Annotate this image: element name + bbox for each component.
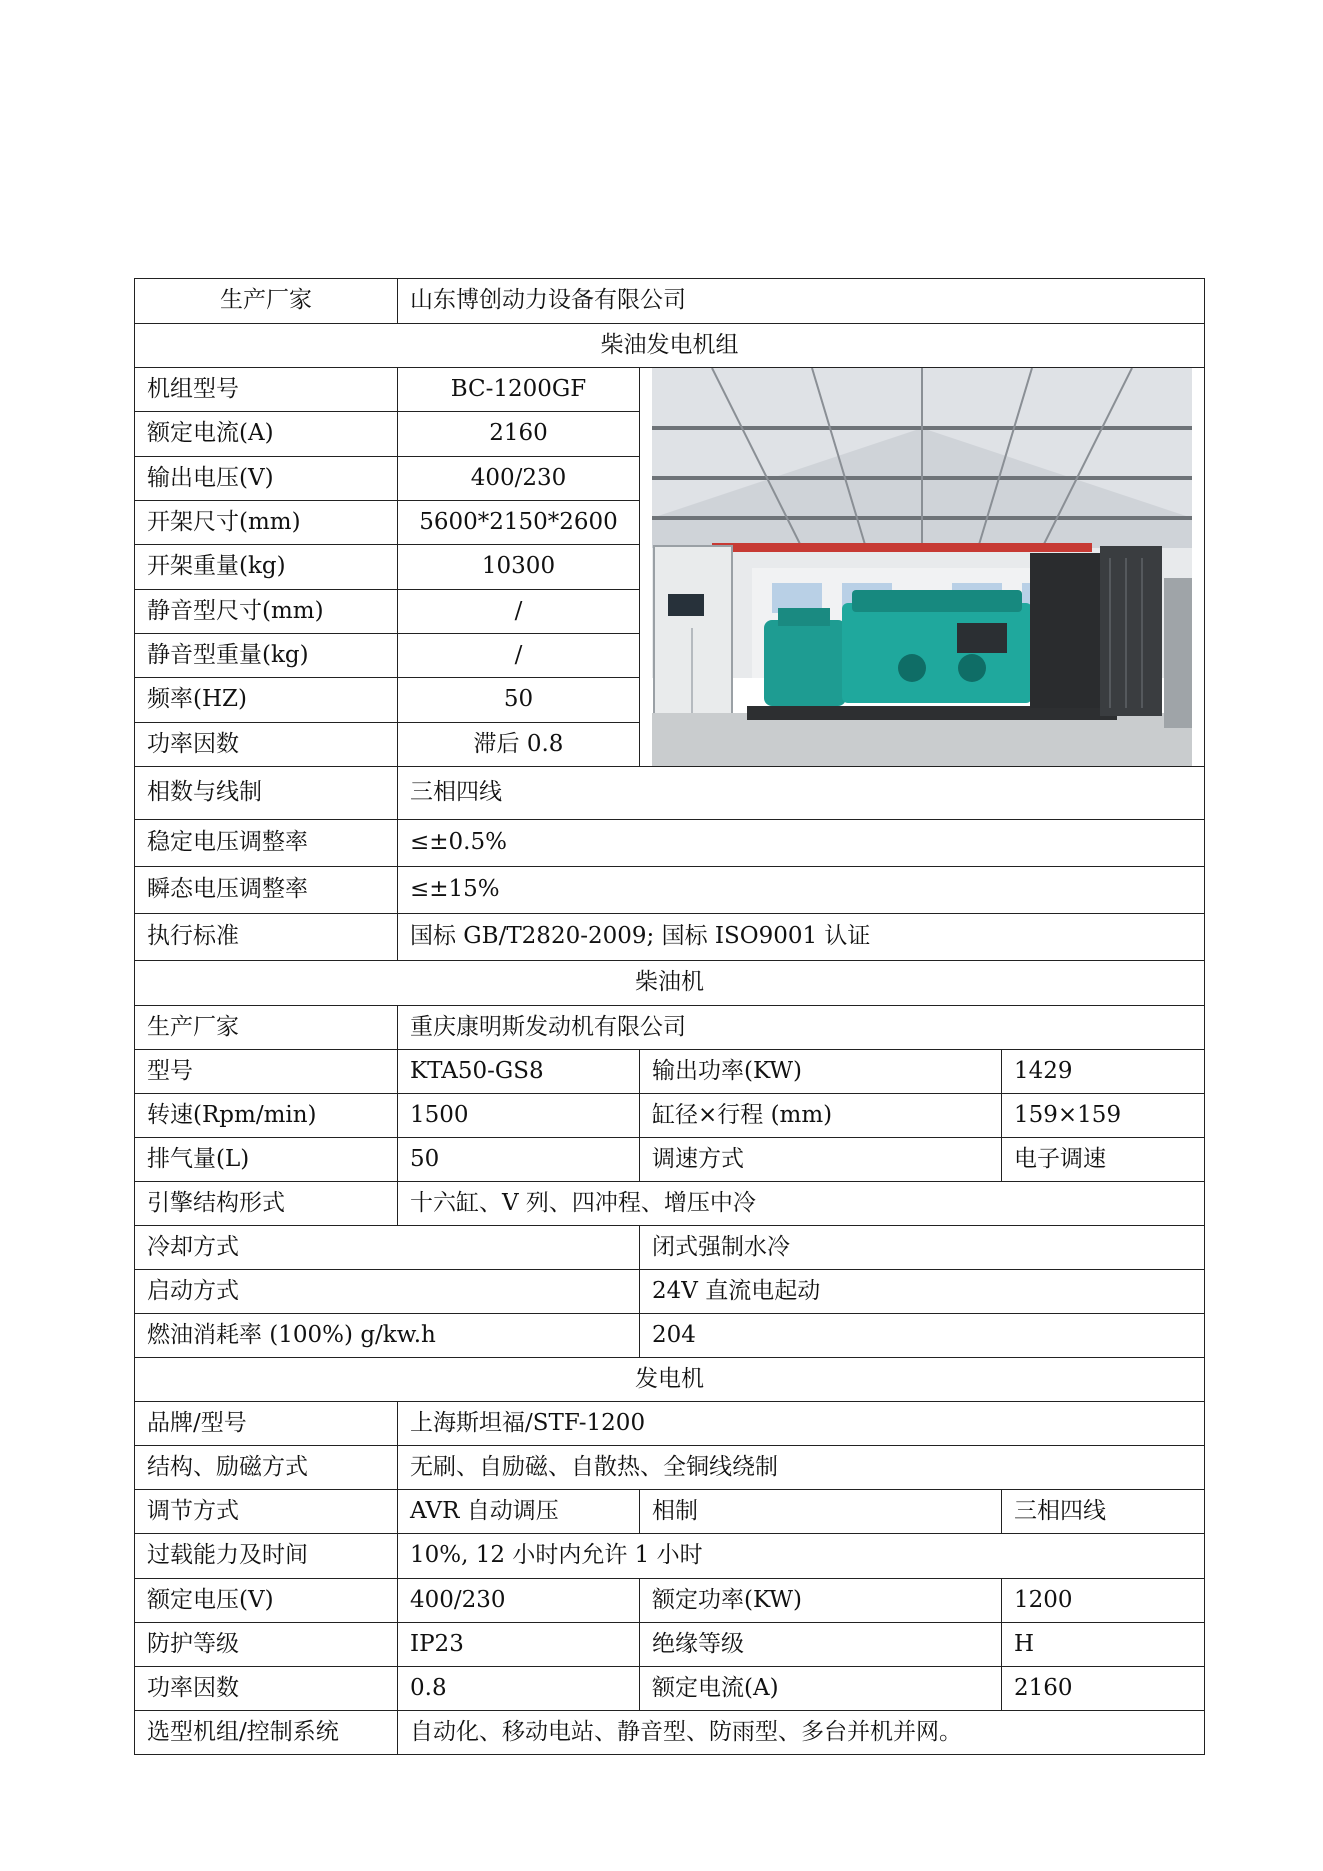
spec-value: 204 [640, 1314, 1205, 1358]
spec-value: KTA50-GS8 [398, 1050, 640, 1094]
engine-section-title: 柴油机 [135, 961, 1205, 1006]
spec-table [134, 278, 1205, 1755]
spec-value: 2160 [398, 412, 640, 456]
spec-value: 24V 直流电起动 [640, 1270, 1205, 1314]
spec-value: AVR 自动调压 [398, 1490, 640, 1534]
spec-value: 5600*2150*2600 [398, 500, 640, 544]
engine-row [135, 1270, 1205, 1314]
alternator-row [135, 1490, 1205, 1534]
spec-value: IP23 [398, 1623, 640, 1667]
alternator-row [135, 1402, 1205, 1446]
spec-value: 上海斯坦福/STF-1200 [398, 1402, 1205, 1446]
genset-photo [652, 368, 1192, 766]
engine-row [135, 1226, 1205, 1270]
spec-value: 159×159 [1002, 1094, 1205, 1138]
engine-row [135, 1006, 1205, 1050]
spec-label: 引擎结构形式 [135, 1182, 398, 1226]
spec-value: 0.8 [398, 1667, 640, 1711]
engine-row [135, 1182, 1205, 1226]
spec-value: 三相四线 [1002, 1490, 1205, 1534]
genset-wide-row [135, 914, 1205, 961]
engine-section-row [135, 961, 1205, 1006]
spec-value: 滞后 0.8 [398, 722, 640, 766]
spec-label: 机组型号 [135, 368, 398, 412]
spec-label: 稳定电压调整率 [135, 820, 398, 867]
spec-label: 额定功率(KW) [640, 1579, 1002, 1623]
spec-label: 输出功率(KW) [640, 1050, 1002, 1094]
spec-label: 防护等级 [135, 1623, 398, 1667]
spec-value: 国标 GB/T2820-2009; 国标 ISO9001 认证 [398, 914, 1205, 961]
spec-value: H [1002, 1623, 1205, 1667]
spec-value: BC-1200GF [398, 368, 640, 412]
spec-label: 冷却方式 [135, 1226, 640, 1270]
alternator-row [135, 1667, 1205, 1711]
options-row [135, 1711, 1205, 1755]
spec-value: 电子调速 [1002, 1138, 1205, 1182]
spec-label: 开架尺寸(mm) [135, 500, 398, 544]
spec-value: 1200 [1002, 1579, 1205, 1623]
spec-label: 功率因数 [135, 722, 398, 766]
spec-value: 无刷、自励磁、自散热、全铜线绕制 [398, 1446, 1205, 1490]
alternator-section-title: 发电机 [135, 1358, 1205, 1402]
spec-label: 型号 [135, 1050, 398, 1094]
spec-label: 启动方式 [135, 1270, 640, 1314]
genset-section-row [135, 324, 1205, 368]
spec-value: 1500 [398, 1094, 640, 1138]
manufacturer-label: 生产厂家 [135, 279, 398, 324]
engine-row [135, 1138, 1205, 1182]
spec-value: ≤±0.5% [398, 820, 1205, 867]
spec-value: 十六缸、V 列、四冲程、增压中冷 [398, 1182, 1205, 1226]
engine-row [135, 1314, 1205, 1358]
spec-label: 调速方式 [640, 1138, 1002, 1182]
alternator-row [135, 1446, 1205, 1490]
spec-value: 400/230 [398, 456, 640, 500]
spec-label: 生产厂家 [135, 1006, 398, 1050]
genset-row [135, 368, 1205, 412]
genset-section-title: 柴油发电机组 [135, 324, 1205, 368]
genset-wide-row [135, 767, 1205, 820]
spec-label: 相制 [640, 1490, 1002, 1534]
spec-label: 缸径×行程 (mm) [640, 1094, 1002, 1138]
manufacturer-row [135, 279, 1205, 324]
spec-label: 执行标准 [135, 914, 398, 961]
spec-value: 2160 [1002, 1667, 1205, 1711]
spec-value: ≤±15% [398, 867, 1205, 914]
engine-row [135, 1094, 1205, 1138]
spec-label: 选型机组/控制系统 [135, 1711, 398, 1755]
spec-value: 50 [398, 678, 640, 722]
spec-label: 额定电流(A) [135, 412, 398, 456]
alternator-row [135, 1534, 1205, 1579]
spec-value: / [398, 633, 640, 677]
spec-label: 结构、励磁方式 [135, 1446, 398, 1490]
spec-value: 重庆康明斯发动机有限公司 [398, 1006, 1205, 1050]
spec-label: 额定电流(A) [640, 1667, 1002, 1711]
spec-label: 相数与线制 [135, 767, 398, 820]
spec-value: / [398, 589, 640, 633]
spec-value: 50 [398, 1138, 640, 1182]
spec-value: 10%, 12 小时内允许 1 小时 [398, 1534, 1205, 1579]
spec-label: 排气量(L) [135, 1138, 398, 1182]
spec-value: 400/230 [398, 1579, 640, 1623]
spec-label: 转速(Rpm/min) [135, 1094, 398, 1138]
spec-value: 10300 [398, 545, 640, 589]
spec-label: 静音型尺寸(mm) [135, 589, 398, 633]
genset-wide-row [135, 820, 1205, 867]
spec-label: 品牌/型号 [135, 1402, 398, 1446]
spec-value: 自动化、移动电站、静音型、防雨型、多台并机并网。 [398, 1711, 1205, 1755]
alternator-row [135, 1579, 1205, 1623]
spec-value: 1429 [1002, 1050, 1205, 1094]
alternator-section-row [135, 1358, 1205, 1402]
spec-label: 燃油消耗率 (100%) g/kw.h [135, 1314, 640, 1358]
manufacturer-value: 山东博创动力设备有限公司 [398, 279, 1205, 324]
spec-label: 瞬态电压调整率 [135, 867, 398, 914]
genset-photo-cell [640, 368, 1205, 767]
spec-label: 频率(HZ) [135, 678, 398, 722]
spec-label: 调节方式 [135, 1490, 398, 1534]
spec-label: 绝缘等级 [640, 1623, 1002, 1667]
spec-label: 过载能力及时间 [135, 1534, 398, 1579]
spec-label: 开架重量(kg) [135, 545, 398, 589]
spec-label: 额定电压(V) [135, 1579, 398, 1623]
spec-label: 输出电压(V) [135, 456, 398, 500]
spec-label: 静音型重量(kg) [135, 633, 398, 677]
spec-value: 闭式强制水冷 [640, 1226, 1205, 1270]
engine-row [135, 1050, 1205, 1094]
genset-wide-row [135, 867, 1205, 914]
spec-label: 功率因数 [135, 1667, 398, 1711]
spec-value: 三相四线 [398, 767, 1205, 820]
alternator-row [135, 1623, 1205, 1667]
